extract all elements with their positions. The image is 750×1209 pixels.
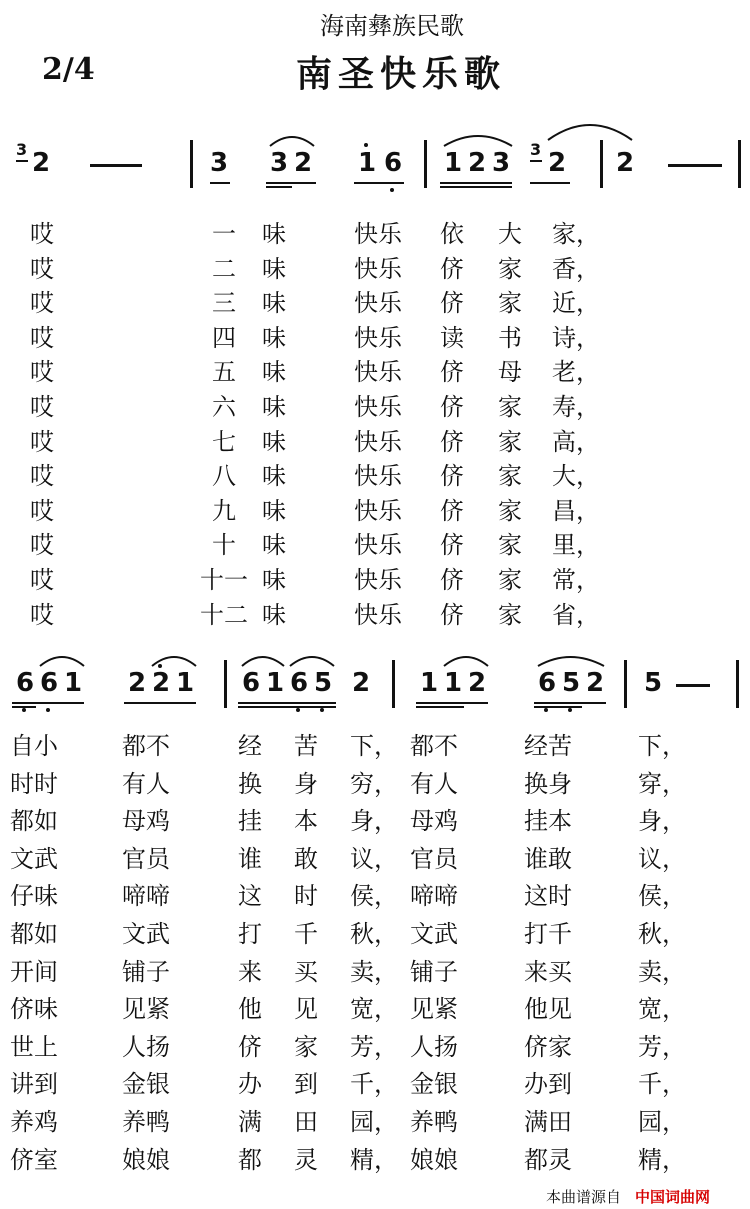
lyric-syllable: 高， (552, 427, 600, 456)
note: 1 (444, 148, 463, 178)
lyric-syllable: 穿， (638, 769, 686, 798)
lyric-syllable: 诗， (552, 323, 600, 352)
lyric-syllable: 四 (212, 323, 236, 352)
note: 2 (128, 668, 147, 698)
lyric-syllable: 见紧 (410, 995, 458, 1024)
lyric-syllable: 味 (262, 393, 286, 421)
lyric-syllable: 啼啼 (122, 882, 170, 911)
lyric-syllable: 人扬 (122, 1032, 170, 1061)
note: 5 (314, 668, 333, 698)
lyric-syllable: 时 (294, 882, 318, 911)
note: 2 (152, 668, 171, 698)
lyric-syllable: 都如 (10, 807, 58, 836)
note: 2 (586, 668, 605, 698)
lyric-syllable: 来 (238, 957, 262, 986)
lyric-syllable: 挂本 (524, 807, 572, 836)
lyric-syllable: 快乐 (354, 393, 402, 421)
grace-note: 3 (16, 140, 28, 159)
song-subtitle: 海南彝族民歌 (320, 12, 464, 40)
note: 2 (468, 148, 487, 178)
lyric-syllable: 讲到 (10, 1070, 58, 1099)
lyric-syllable: 快乐 (354, 427, 402, 456)
lyric-syllable: 哎 (30, 254, 54, 283)
lyric-syllable: 家 (498, 496, 522, 525)
lyric-syllable: 味 (262, 496, 286, 525)
lyric-syllable: 快乐 (354, 496, 402, 525)
lyric-syllable: 哎 (30, 323, 54, 352)
lyric-syllable: 母 (498, 358, 522, 387)
lyric-syllable: 母鸡 (410, 807, 458, 836)
lyric-syllable: 里， (552, 531, 600, 560)
lyric-syllable: 侪 (440, 600, 464, 629)
lyric-syllable: 家 (498, 254, 522, 283)
note: 6 (384, 148, 403, 178)
lyric-syllable: 议， (350, 844, 398, 873)
note: 6 (538, 668, 557, 698)
lyric-syllable: 侯， (350, 882, 398, 911)
lyric-syllable: 书 (498, 323, 522, 352)
lyric-syllable: 千， (638, 1070, 686, 1099)
lyric-syllable: 宽， (350, 995, 398, 1024)
lyric-syllable: 打 (238, 920, 262, 948)
note: 5 (562, 668, 581, 698)
lyric-syllable: 都 (238, 1145, 262, 1174)
lyric-syllable: 味 (262, 289, 286, 318)
lyric-syllable: 千 (294, 920, 318, 948)
lyric-syllable: 味 (262, 220, 286, 248)
lyric-syllable: 娘娘 (410, 1145, 458, 1174)
lyric-syllable: 寿， (552, 393, 600, 421)
lyric-syllable: 穷， (350, 769, 398, 798)
lyric-syllable: 快乐 (354, 566, 402, 594)
lyric-syllable: 味 (262, 427, 286, 456)
lyric-syllable: 宽， (638, 995, 686, 1024)
lyric-syllable: 近， (552, 289, 600, 318)
lyric-syllable: 母鸡 (122, 807, 170, 836)
lyric-syllable: 到 (294, 1070, 318, 1099)
lyric-syllable: 六 (212, 393, 236, 421)
lyric-syllable: 敢 (294, 844, 318, 873)
lyric-syllable: 侪 (440, 289, 464, 318)
lyric-syllable: 文武 (410, 920, 458, 948)
lyric-syllable: 快乐 (354, 358, 402, 387)
note: 6 (16, 668, 35, 698)
lyric-syllable: 哎 (30, 220, 54, 248)
lyric-syllable: 办到 (524, 1070, 572, 1099)
lyric-syllable: 都不 (410, 732, 458, 760)
lyric-syllable: 老， (552, 358, 600, 387)
lyric-syllable: 味 (262, 358, 286, 387)
lyric-syllable: 家 (498, 393, 522, 421)
lyric-syllable: 官员 (122, 844, 170, 873)
credit-site-link[interactable]: 中国词曲网 (635, 1188, 711, 1206)
note: 2 (32, 148, 51, 178)
lyric-syllable: 都不 (122, 732, 170, 760)
lyric-syllable: 侪 (440, 462, 464, 491)
lyric-syllable: 哎 (30, 496, 54, 525)
note: 1 (266, 668, 285, 698)
lyric-syllable: 味 (262, 566, 286, 594)
note: 6 (290, 668, 309, 698)
lyric-syllable: 侪味 (10, 995, 58, 1024)
song-title: 南圣快乐歌 (296, 54, 507, 95)
note: 5 (644, 668, 663, 698)
lyric-syllable: 侪 (440, 393, 464, 421)
lyric-syllable: 香， (552, 254, 600, 283)
lyric-syllable: 仔味 (10, 882, 58, 911)
lyric-syllable: 侪 (440, 427, 464, 456)
lyric-syllable: 办 (238, 1070, 262, 1099)
lyric-syllable: 哎 (30, 393, 54, 421)
lyric-syllable: 快乐 (354, 289, 402, 318)
lyric-syllable: 一 (212, 220, 236, 248)
lyric-syllable: 九 (212, 496, 236, 525)
lyric-syllable: 侪室 (10, 1145, 58, 1174)
lyric-syllable: 本 (294, 807, 318, 836)
note: 2 (548, 148, 567, 178)
lyric-syllable: 侪家 (524, 1032, 572, 1061)
lyric-syllable: 娘娘 (122, 1145, 170, 1174)
lyric-syllable: 哎 (30, 531, 54, 560)
lyric-syllable: 二 (212, 254, 236, 283)
note: 1 (64, 668, 83, 698)
lyric-syllable: 谁 (238, 844, 262, 873)
lyric-syllable: 经苦 (524, 732, 572, 760)
note: 6 (242, 668, 261, 698)
lyric-syllable: 自小 (10, 732, 58, 760)
lyric-syllable: 这 (238, 882, 262, 911)
lyric-syllable: 快乐 (354, 254, 402, 283)
lyric-syllable: 文武 (122, 920, 170, 948)
lyric-syllable: 家 (498, 427, 522, 456)
lyric-syllable: 侪 (440, 358, 464, 387)
lyric-syllable: 下， (350, 732, 398, 760)
lyric-syllable: 快乐 (354, 600, 402, 629)
lyric-syllable: 快乐 (354, 220, 402, 248)
note: 1 (420, 668, 439, 698)
note: 3 (270, 148, 289, 178)
credit-source-text: 本曲谱源自 (546, 1188, 622, 1206)
lyric-syllable: 哎 (30, 289, 54, 318)
lyric-syllable: 七 (212, 427, 236, 456)
lyric-syllable: 卖， (638, 957, 686, 986)
lyric-syllable: 味 (262, 462, 286, 491)
lyric-syllable: 买 (294, 957, 318, 986)
lyric-syllable: 养鸭 (410, 1108, 458, 1136)
lyric-syllable: 他 (238, 995, 262, 1024)
lyric-syllable: 省， (552, 600, 600, 629)
lyric-syllable: 文武 (10, 844, 58, 873)
note: 3 (210, 148, 229, 178)
note: 1 (358, 148, 377, 178)
note: 1 (176, 668, 195, 698)
lyric-syllable: 千， (350, 1070, 398, 1099)
lyric-syllable: 养鸡 (10, 1108, 58, 1136)
lyric-syllable: 换身 (524, 769, 572, 798)
lyric-syllable: 园， (638, 1108, 686, 1136)
lyric-syllable: 下， (638, 732, 686, 760)
lyric-syllable: 卖， (350, 957, 398, 986)
lyric-syllable: 田 (294, 1108, 318, 1136)
lyric-syllable: 灵 (294, 1145, 318, 1174)
lyric-syllable: 侪 (440, 566, 464, 594)
lyric-syllable: 昌， (552, 496, 600, 525)
lyric-syllable: 都如 (10, 920, 58, 948)
lyric-syllable: 十一 (200, 566, 248, 594)
lyric-syllable: 有人 (410, 769, 458, 798)
lyric-syllable: 十二 (200, 600, 248, 629)
lyric-syllable: 谁敢 (524, 844, 572, 873)
lyric-syllable: 来买 (524, 957, 572, 986)
lyric-syllable: 依 (440, 220, 464, 248)
lyric-syllable: 味 (262, 323, 286, 352)
lyric-syllable: 金银 (122, 1070, 170, 1099)
lyric-syllable: 快乐 (354, 462, 402, 491)
lyric-syllable: 挂 (238, 807, 262, 836)
lyric-syllable: 议， (638, 844, 686, 873)
lyric-syllable: 快乐 (354, 531, 402, 560)
lyric-syllable: 都灵 (524, 1145, 572, 1174)
lyric-syllable: 侪 (440, 531, 464, 560)
lyric-syllable: 五 (212, 358, 236, 387)
lyric-syllable: 打千 (524, 920, 572, 948)
lyric-syllable: 满田 (524, 1108, 572, 1136)
lyric-syllable: 家 (498, 600, 522, 629)
lyric-syllable: 身， (350, 807, 398, 836)
lyric-syllable: 他见 (524, 995, 572, 1024)
lyric-syllable: 秋， (350, 920, 398, 948)
lyric-syllable: 换 (238, 769, 262, 798)
note: 6 (40, 668, 59, 698)
lyric-syllable: 养鸭 (122, 1108, 170, 1136)
lyric-syllable: 十 (212, 531, 236, 560)
lyric-syllable: 哎 (30, 358, 54, 387)
lyric-syllable: 哎 (30, 566, 54, 594)
lyric-syllable: 时时 (10, 769, 58, 798)
lyric-syllable: 身， (638, 807, 686, 836)
lyric-syllable: 园， (350, 1108, 398, 1136)
lyric-syllable: 味 (262, 254, 286, 283)
lyric-syllable: 家 (294, 1032, 318, 1061)
lyric-syllable: 常， (552, 566, 600, 594)
note: 2 (468, 668, 487, 698)
lyric-syllable: 哎 (30, 600, 54, 629)
lyric-syllable: 金银 (410, 1070, 458, 1099)
lyric-syllable: 铺子 (410, 957, 458, 986)
lyric-syllable: 三 (212, 289, 236, 318)
source-credit (546, 1186, 710, 1207)
lyric-syllable: 满 (238, 1108, 262, 1136)
lyric-syllable: 有人 (122, 769, 170, 798)
lyric-syllable: 家 (498, 289, 522, 318)
lyric-syllable: 人扬 (410, 1032, 458, 1061)
lyric-syllable: 世上 (10, 1032, 58, 1061)
lyric-syllable: 侯， (638, 882, 686, 911)
lyric-syllable: 味 (262, 600, 286, 629)
lyric-syllable: 秋， (638, 920, 686, 948)
lyric-syllable: 精， (350, 1145, 398, 1174)
lyric-syllable: 苦 (294, 732, 318, 760)
grace-note: 3 (530, 140, 542, 159)
lyric-syllable: 官员 (410, 844, 458, 873)
lyric-syllable: 哎 (30, 427, 54, 456)
note: 2 (616, 148, 635, 178)
lyric-syllable: 读 (440, 323, 464, 352)
lyric-syllable: 侪 (440, 496, 464, 525)
lyric-syllable: 啼啼 (410, 882, 458, 911)
lyric-syllable: 快乐 (354, 323, 402, 352)
lyric-syllable: 这时 (524, 882, 572, 911)
lyric-syllable: 芳， (638, 1032, 686, 1061)
lyric-syllable: 开间 (10, 957, 58, 986)
lyric-syllable: 身 (294, 769, 318, 798)
lyric-syllable: 家 (498, 462, 522, 491)
note: 2 (352, 668, 371, 698)
lyric-syllable: 家， (552, 220, 600, 248)
lyric-syllable: 见紧 (122, 995, 170, 1024)
lyric-syllable: 八 (212, 462, 236, 491)
lyric-syllable: 见 (294, 995, 318, 1024)
lyric-syllable: 大 (498, 220, 522, 248)
lyric-syllable: 芳， (350, 1032, 398, 1061)
note: 3 (492, 148, 511, 178)
lyric-syllable: 家 (498, 531, 522, 560)
time-signature: 2/4 (42, 52, 95, 87)
note: 1 (444, 668, 463, 698)
lyric-syllable: 经 (238, 732, 262, 760)
lyric-syllable: 大， (552, 462, 600, 491)
lyric-syllable: 侪 (238, 1032, 262, 1061)
lyric-syllable: 精， (638, 1145, 686, 1174)
lyric-syllable: 侪 (440, 254, 464, 283)
lyric-syllable: 哎 (30, 462, 54, 491)
note: 2 (294, 148, 313, 178)
lyric-syllable: 家 (498, 566, 522, 594)
lyric-syllable: 铺子 (122, 957, 170, 986)
lyric-syllable: 味 (262, 531, 286, 560)
